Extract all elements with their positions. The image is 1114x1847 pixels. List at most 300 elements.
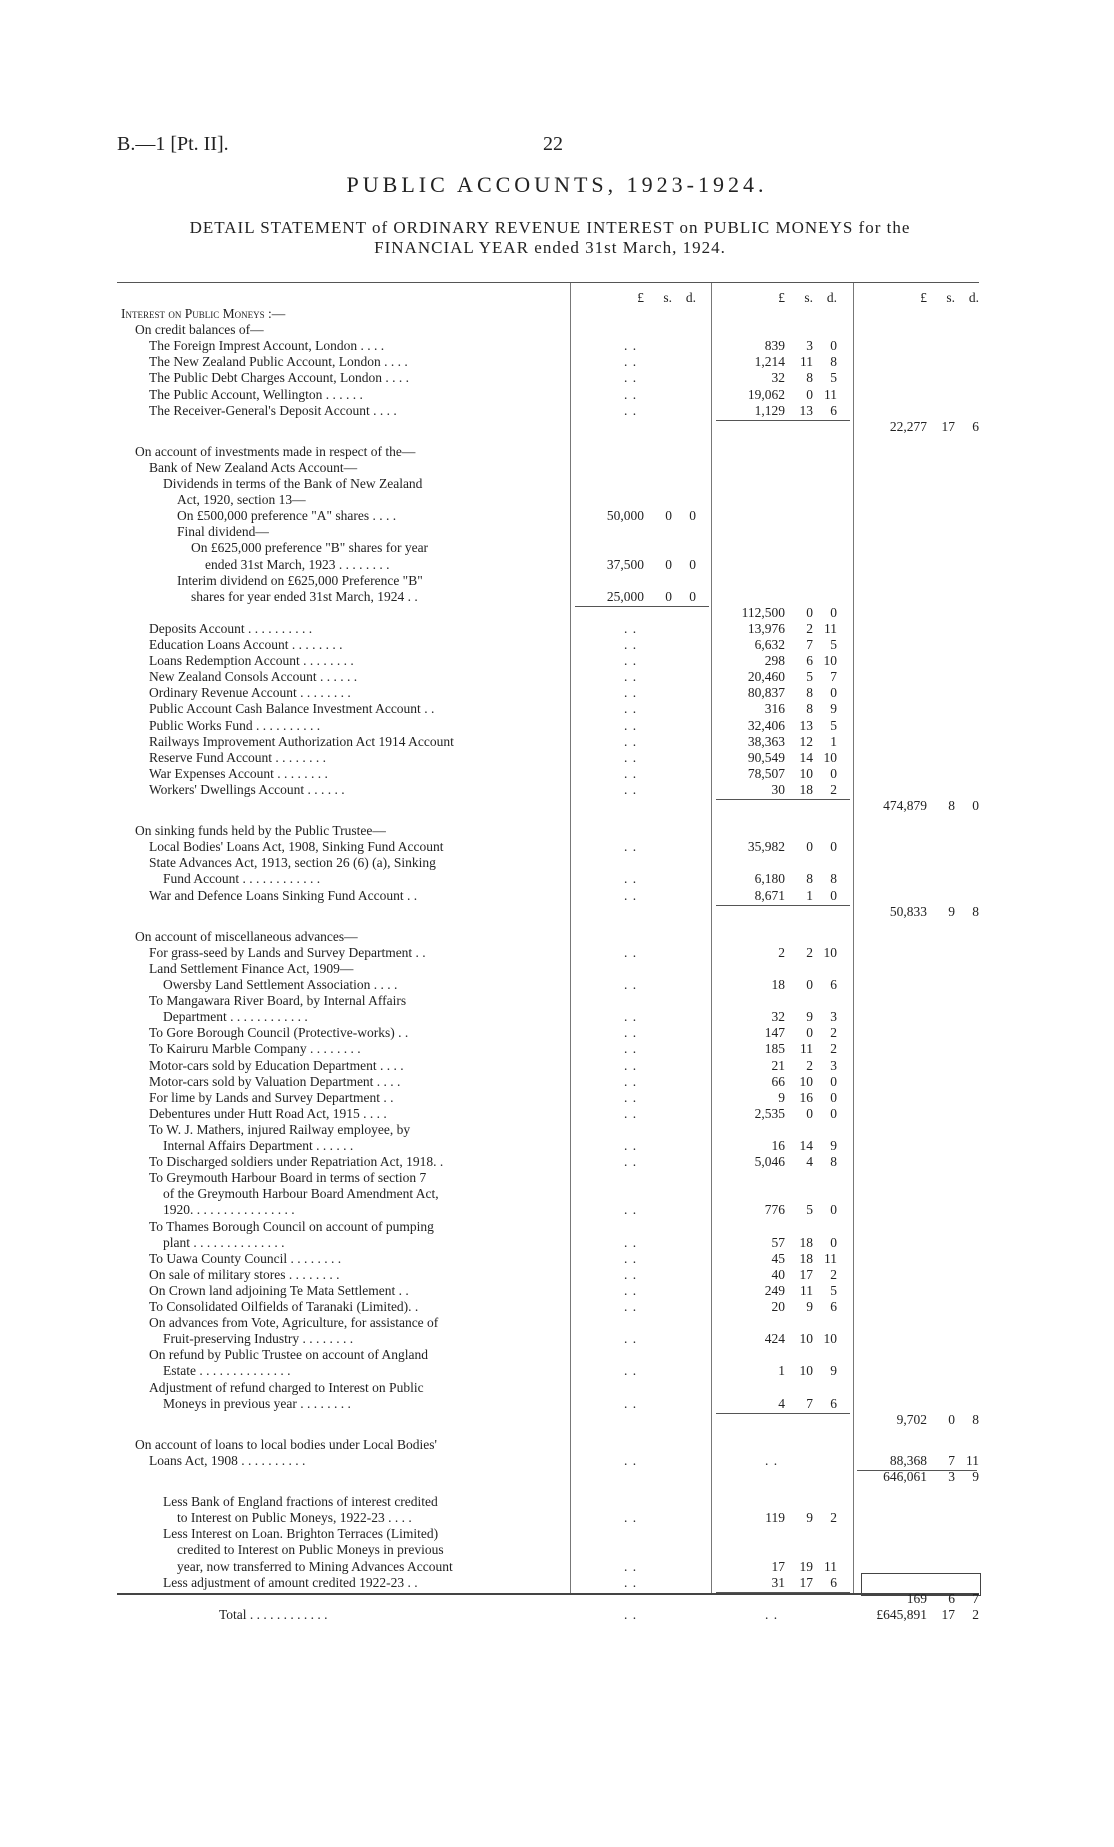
pounds: 147 (764, 1025, 785, 1041)
ledger-row (117, 491, 979, 508)
row-label: The Public Debt Charges Account, London . . . . (149, 370, 409, 386)
shillings: 0 (665, 556, 672, 572)
ledger-row: Motor-cars sold by Education Department . . . . 21 2 3 . . (149, 1057, 837, 1073)
pence: 11 (824, 1250, 837, 1266)
pence: 0 (830, 1202, 837, 1218)
pence: 10 (823, 1331, 837, 1347)
pence: 2 (830, 1510, 837, 1526)
pence: 11 (824, 620, 837, 636)
ledger-row: Fund Account . . . . . . . . . . . . 6,180 8 8 . . (163, 871, 837, 887)
ledger-row: Motor-cars sold by Valuation Department . . . . 66 10 0 . . (149, 1073, 837, 1089)
ledger-row: Internal Affairs Department . . . . . . 16 14 9 . . (163, 1138, 837, 1153)
ledger-row (117, 588, 979, 605)
ledger-row (117, 797, 979, 814)
ledger-row (117, 523, 979, 540)
pounds: 16 (771, 1138, 785, 1153)
row-label: To Uawa County Council . . . . . . . . (149, 1250, 342, 1266)
pence: 0 (830, 685, 837, 701)
pounds: 839 (764, 338, 785, 354)
pence: 2 (972, 1606, 979, 1622)
row-label: Interim dividend on £625,000 Preference "B" (177, 572, 423, 588)
pounds: 35,982 (747, 839, 785, 855)
pence: 0 (830, 887, 837, 903)
ledger-row (117, 459, 979, 476)
ledger-row (117, 321, 979, 338)
ledger-row: Deposits Account . . . . . . . . . . 13,976 2 11 . . (149, 620, 837, 636)
pence: 8 (972, 903, 979, 919)
shillings: 18 (799, 781, 813, 797)
row-label: Land Settlement Finance Act, 1909— (149, 960, 354, 976)
pence: 9 (830, 1363, 837, 1379)
pounds: 316 (764, 701, 785, 717)
pence: 0 (830, 338, 837, 354)
shillings: 17 (799, 1266, 813, 1282)
row-label: Workers' Dwellings Account . . . . . . (149, 781, 345, 797)
row-label: to Interest on Public Moneys, 1922-23 . . . . (177, 1510, 412, 1526)
pounds: 17 (771, 1558, 785, 1574)
ledger-row: Total . . . . . . . . . . . . £645,891 17 2 . . . . (219, 1606, 979, 1622)
row-label: plant . . . . . . . . . . . . . . (163, 1234, 285, 1250)
row-label: To Discharged soldiers under Repatriation Act, 1918. . (149, 1154, 444, 1170)
shillings: 18 (799, 1250, 813, 1266)
ledger-row: Workers' Dwellings Account . . . . . . 30 18 2 . . (149, 781, 837, 797)
ledger-row (117, 1493, 979, 1510)
row-label: ended 31st March, 1923 . . . . . . . . (205, 556, 390, 572)
section-heading (117, 305, 979, 322)
shillings: 17 (941, 418, 955, 434)
pence: 2 (830, 1266, 837, 1282)
pence: 5 (830, 370, 837, 386)
row-label: On credit balances of— (135, 322, 264, 338)
pounds: 20,460 (747, 669, 785, 685)
row-label: Motor-cars sold by Education Department . . . . (149, 1057, 404, 1073)
pence: 2 (830, 1025, 837, 1041)
shillings: 2 (806, 1057, 813, 1073)
shillings: 7 (806, 637, 813, 652)
ledger-row: Debentures under Hutt Road Act, 1915 . . . . 2,535 0 0 . . (149, 1105, 837, 1121)
shillings: 10 (799, 1073, 813, 1089)
ledger-row (117, 854, 979, 871)
ledger-row (117, 1121, 979, 1138)
pounds: 22,277 (889, 418, 927, 434)
shillings: 18 (799, 1234, 813, 1250)
ledger-row (117, 1169, 979, 1186)
pence: 0 (830, 1089, 837, 1105)
ledger-row (117, 822, 979, 839)
ledger-row: Reserve Fund Account . . . . . . . . 90,549 14 10 . . (149, 749, 837, 765)
shillings: 10 (799, 1363, 813, 1379)
shillings: 11 (800, 354, 813, 370)
row-label: Public Account Cash Balance Investment Account . . (149, 701, 435, 717)
ledger-row: Ordinary Revenue Account . . . . . . . . 80,837 8 0 . . (149, 685, 837, 701)
page-number: 22 (543, 133, 563, 155)
row-label: On sinking funds held by the Public Trustee— (135, 823, 386, 839)
pence: 1 (830, 733, 837, 749)
shillings: 0 (948, 1411, 955, 1427)
pounds: 1 (778, 1363, 785, 1379)
row-label: On account of miscellaneous advances— (135, 928, 358, 944)
subtitle-line-1: DETAIL STATEMENT of ORDINARY REVENUE INTEREST on PUBLIC MONEYS for the (189, 218, 911, 237)
pounds: 185 (764, 1041, 785, 1057)
ledger-row: War Expenses Account . . . . . . . . 78,507 10 0 . . (149, 765, 837, 781)
shillings: 0 (806, 386, 813, 402)
row-label: Bank of New Zealand Acts Account— (149, 459, 358, 475)
ledger-row (117, 556, 979, 573)
ledger-row: Local Bodies' Loans Act, 1908, Sinking Fund Account 35,982 0 0 . . (149, 839, 837, 855)
row-label: On refund by Public Trustee on account of Angland (149, 1347, 428, 1363)
ledger-row (117, 1346, 979, 1363)
pounds: 249 (764, 1282, 785, 1298)
pence: 3 (830, 1009, 837, 1025)
shillings: 9 (948, 903, 955, 919)
ledger-row: War and Defence Loans Sinking Fund Account . . 8,671 1 0 . . (149, 887, 837, 903)
pounds: 18 (771, 977, 785, 992)
pence: 8 (830, 871, 837, 887)
row-label: Moneys in previous year . . . . . . . . (163, 1395, 351, 1411)
shillings: 3 (806, 338, 813, 354)
pounds: 21 (771, 1057, 785, 1073)
pence: 5 (830, 1282, 837, 1298)
row-label: To Kairuru Marble Company . . . . . . . . (149, 1041, 361, 1057)
pounds: 66 (771, 1073, 785, 1089)
row-label: On advances from Vote, Agriculture, for assistance of (149, 1315, 439, 1331)
shillings: 9 (806, 1299, 813, 1314)
pence: 9 (830, 701, 837, 717)
pounds: 19,062 (747, 386, 785, 402)
row-label: of the Greymouth Harbour Board Amendment Act, (163, 1186, 439, 1202)
ledger-row (117, 507, 979, 524)
row-label: On Crown land adjoining Te Mata Settlement . . (149, 1282, 409, 1298)
pounds: 88,368 (889, 1452, 927, 1468)
pence: 0 (830, 1234, 837, 1250)
ledger-row (117, 1411, 979, 1428)
pence: 7 (972, 1590, 979, 1606)
ledger-row (117, 604, 979, 621)
ledger-row: Public Works Fund . . . . . . . . . . 32,406 13 5 . . (149, 717, 837, 733)
ledger-row: Estate . . . . . . . . . . . . . . 1 10 9 . . (163, 1363, 837, 1379)
row-label: For grass-seed by Lands and Survey Department . . (149, 944, 426, 960)
ledger-row: Loans Act, 1908 . . . . . . . . . . 88,368 7 11 . . . . (149, 1452, 979, 1468)
pounds: £645,891 (876, 1606, 927, 1622)
pence: 7 (830, 669, 837, 685)
shillings: 0 (806, 977, 813, 992)
row-label: Deposits Account . . . . . . . . . . (149, 620, 313, 636)
row-label: To Mangawara River Board, by Internal Affairs (149, 993, 407, 1009)
pence: 11 (824, 1558, 837, 1574)
pounds: 45 (771, 1250, 785, 1266)
ledger-row: New Zealand Consols Account . . . . . . 20,460 5 7 . . (149, 669, 837, 685)
pounds: 8,671 (754, 887, 785, 903)
document-reference: B.—1 [Pt. II]. (117, 133, 229, 155)
pounds: 32,406 (747, 717, 785, 733)
row-label: Public Works Fund . . . . . . . . . . (149, 717, 321, 733)
ledger-row: To Discharged soldiers under Repatriation Act, 1918. . 5,046 4 8 . . (149, 1154, 837, 1170)
pounds: 32 (771, 1009, 785, 1025)
ledger-row: Public Account Cash Balance Investment Account . . 316 8 9 . . (149, 701, 837, 717)
pounds: 80,837 (747, 685, 785, 701)
ledger-row (117, 539, 979, 556)
shillings: 0 (806, 604, 813, 620)
shillings: 0 (806, 1105, 813, 1121)
ledger-row (117, 992, 979, 1009)
row-label: To W. J. Mathers, injured Railway employee, by (149, 1121, 411, 1137)
interest-statement-table (117, 282, 979, 1622)
ledger-row (117, 903, 979, 920)
ledger-row (117, 960, 979, 977)
shillings: 6 (806, 653, 813, 669)
row-label: Adjustment of refund charged to Interest on Public (149, 1379, 424, 1395)
shillings: 7 (948, 1452, 955, 1468)
pounds: 112,500 (741, 604, 785, 620)
pounds: 6,180 (754, 871, 785, 887)
row-label: Dividends in terms of the Bank of New Zealand (163, 476, 423, 491)
row-label: Loans Act, 1908 . . . . . . . . . . (149, 1452, 306, 1468)
shillings: 9 (806, 1009, 813, 1025)
row-label: To Gore Borough Council (Protective-works) . . (149, 1025, 409, 1041)
ledger-row: Less adjustment of amount credited 1922-23 . . 31 17 6 . . (163, 1574, 837, 1590)
shillings: 0 (665, 508, 672, 524)
ledger-row: To Consolidated Oilfields of Taranaki (Limited). . 20 9 6 . . (149, 1299, 837, 1314)
ledger-row (117, 1379, 979, 1396)
row-label: The Public Account, Wellington . . . . . . (149, 386, 363, 402)
pence: 2 (830, 781, 837, 797)
row-label: New Zealand Consols Account . . . . . . (149, 669, 358, 685)
pounds: 50,833 (889, 903, 927, 919)
pounds: 20 (771, 1299, 785, 1314)
shillings: 9 (806, 1510, 813, 1526)
pence: 6 (972, 418, 979, 434)
ledger-row (117, 1314, 979, 1331)
pounds: 32 (771, 370, 785, 386)
subtitle-line-2: FINANCIAL YEAR ended 31st March, 1924. (374, 238, 726, 257)
pence: 10 (823, 944, 837, 960)
shillings: 8 (806, 871, 813, 887)
ledger-row (117, 1525, 979, 1542)
pence: 6 (830, 402, 837, 418)
pence: 6 (830, 1574, 837, 1590)
shillings: 14 (799, 749, 813, 765)
pence: 8 (830, 354, 837, 370)
shillings: 8 (948, 798, 955, 813)
pounds: 169 (906, 1590, 927, 1606)
ledger-row: 1920. . . . . . . . . . . . . . . . 776 5 0 . . (163, 1202, 837, 1218)
shillings: 10 (799, 1331, 813, 1347)
row-label: The Receiver-General's Deposit Account . . . . (149, 402, 397, 418)
row-label: 1920. . . . . . . . . . . . . . . . (163, 1202, 295, 1218)
pounds: 6,632 (754, 637, 785, 652)
row-label: Less adjustment of amount credited 1922-23 . . (163, 1574, 418, 1590)
row-label: To Consolidated Oilfields of Taranaki (Limited). . (149, 1299, 419, 1314)
row-label: Department . . . . . . . . . . . . (163, 1009, 308, 1025)
row-label: Owersby Land Settlement Association . . . . (163, 977, 398, 992)
shillings: 14 (799, 1138, 813, 1153)
row-label: Motor-cars sold by Valuation Department . . . . (149, 1073, 401, 1089)
pence: 9 (830, 1138, 837, 1153)
pence: 2 (830, 1041, 837, 1057)
shillings: 11 (800, 1041, 813, 1057)
ledger-row: The Public Account, Wellington . . . . . . 19,062 0 11 . . (149, 386, 837, 402)
row-label: On account of investments made in respect of the— (135, 443, 416, 459)
shillings: 11 (800, 1282, 813, 1298)
pence: 10 (823, 749, 837, 765)
pounds: 40 (771, 1266, 785, 1282)
pounds: 4 (778, 1395, 785, 1411)
ledger-row (117, 1590, 979, 1607)
pounds: 30 (771, 781, 785, 797)
row-label: shares for year ended 31st March, 1924 . . (191, 588, 418, 604)
row-label: On sale of military stores . . . . . . . . (149, 1266, 340, 1282)
pence: 6 (830, 977, 837, 992)
pence: 11 (966, 1452, 979, 1468)
ledger-row (117, 1218, 979, 1235)
pence: 0 (689, 508, 696, 524)
row-label: On £500,000 preference "A" shares . . . . (177, 508, 397, 524)
ledger-row: The New Zealand Public Account, London . . . . 1,214 11 8 . . (149, 354, 837, 370)
pounds: 424 (764, 1331, 785, 1347)
subtitle (100, 218, 1000, 258)
row-label: On £625,000 preference "B" shares for year (191, 540, 429, 556)
pounds: 90,549 (747, 749, 785, 765)
ledger-row: The Public Debt Charges Account, London . . . . 32 8 5 . . (149, 370, 837, 386)
row-label: Education Loans Account . . . . . . . . (149, 637, 343, 652)
row-label: Loans Redemption Account . . . . . . . . (149, 653, 354, 669)
shillings: 7 (806, 1395, 813, 1411)
ledger-row: Loans Redemption Account . . . . . . . . 298 6 10 . . (149, 653, 837, 669)
pounds: 31 (771, 1574, 785, 1590)
pence: 8 (830, 1154, 837, 1170)
row-label: year, now transferred to Mining Advances Account (177, 1558, 453, 1574)
pounds: 298 (764, 653, 785, 669)
pounds: 78,507 (747, 765, 785, 781)
ledger-row (117, 1541, 979, 1558)
pence: 0 (689, 588, 696, 604)
shillings: 2 (806, 944, 813, 960)
row-label: Fruit-preserving Industry . . . . . . . . (163, 1331, 354, 1347)
ledger-row: Education Loans Account . . . . . . . . 6,632 7 5 . . (149, 637, 837, 652)
row-label: On account of loans to local bodies under Local Bodies' (135, 1436, 437, 1452)
ledger-row: To Gore Borough Council (Protective-works) . . 147 0 2 . . (149, 1025, 837, 1041)
shillings: 10 (799, 765, 813, 781)
ledger-row: On sale of military stores . . . . . . . . 40 17 2 . . (149, 1266, 837, 1282)
shillings: 5 (806, 1202, 813, 1218)
shillings: 17 (941, 1606, 955, 1622)
ledger-row (117, 418, 979, 435)
pounds: 776 (764, 1202, 785, 1218)
row-label: Ordinary Revenue Account . . . . . . . . (149, 685, 351, 701)
pounds: 50,000 (606, 508, 644, 524)
ledger-row (117, 572, 979, 589)
pounds: 2 (778, 944, 785, 960)
pounds: 119 (765, 1510, 785, 1526)
ledger-row: To Kairuru Marble Company . . . . . . . . 185 11 2 . . (149, 1041, 837, 1057)
pence: 0 (830, 839, 837, 855)
pounds: 474,879 (883, 798, 927, 813)
ledger-row: Moneys in previous year . . . . . . . . 4 7 6 . . (163, 1395, 837, 1411)
ledger-row: To Uawa County Council . . . . . . . . 45 18 11 . . (149, 1250, 837, 1266)
shillings: 13 (799, 717, 813, 733)
pounds: 9,702 (896, 1411, 927, 1427)
pence: 0 (830, 604, 837, 620)
row-label: To Thames Borough Council on account of pumping (149, 1218, 434, 1234)
pence: 6 (830, 1299, 837, 1314)
ledger-row (117, 443, 979, 460)
ledger-row: On Crown land adjoining Te Mata Settlement . . 249 11 5 . . (149, 1282, 837, 1298)
row-label: Debentures under Hutt Road Act, 1915 . . . . (149, 1105, 387, 1121)
row-label: To Greymouth Harbour Board in terms of section 7 (149, 1170, 427, 1186)
shillings: 0 (665, 588, 672, 604)
shillings: 12 (799, 733, 813, 749)
pounds: 1,214 (754, 354, 785, 370)
ledger-row: Railways Improvement Authorization Act 1914 Account 38,363 12 1 . . (149, 733, 837, 749)
row-label: War and Defence Loans Sinking Fund Account . . (149, 887, 418, 903)
pence: 0 (830, 1105, 837, 1121)
page-title: PUBLIC ACCOUNTS, 1923-1924. (346, 172, 768, 197)
shillings: 2 (806, 620, 813, 636)
pence: 8 (972, 1411, 979, 1427)
pounds: 2,535 (754, 1105, 785, 1121)
pence: 11 (824, 386, 837, 402)
pence: 6 (830, 1395, 837, 1411)
row-label: Less Interest on Loan. Brighton Terraces (Limited) (163, 1526, 439, 1542)
shillings: 0 (806, 839, 813, 855)
pounds: 25,000 (606, 588, 644, 604)
pence: 5 (830, 637, 837, 652)
row-label: Less Bank of England fractions of interest credited (163, 1494, 438, 1510)
pence: 9 (972, 1469, 979, 1484)
shillings: 8 (806, 685, 813, 701)
shillings: 5 (806, 669, 813, 685)
shillings: 8 (806, 701, 813, 717)
pence: 0 (689, 556, 696, 572)
row-label: Local Bodies' Loans Act, 1908, Sinking Fund Account (149, 839, 444, 855)
shillings: 4 (806, 1154, 813, 1170)
ledger-row: For grass-seed by Lands and Survey Department . . 2 2 10 . . (149, 944, 837, 960)
row-label: The New Zealand Public Account, London . . . . (149, 354, 408, 370)
row-label: Interest on Public Moneys :— (121, 306, 286, 321)
pounds: 646,061 (883, 1469, 927, 1484)
ledger-row: Owersby Land Settlement Association . . . . 18 0 6 . . (163, 977, 837, 992)
row-label: Fund Account . . . . . . . . . . . . (163, 871, 321, 887)
row-label: War Expenses Account . . . . . . . . (149, 765, 328, 781)
column-header-row: £ s. d. £ s. d. £ s. d. (637, 290, 979, 305)
ledger-row (117, 1468, 979, 1485)
pence: 0 (972, 798, 979, 813)
row-label: Railways Improvement Authorization Act 1914 Account (149, 733, 454, 749)
shillings: 19 (799, 1558, 813, 1574)
shillings: 0 (806, 1025, 813, 1041)
shillings: 1 (806, 887, 813, 903)
pence: 3 (830, 1057, 837, 1073)
shillings: 17 (799, 1574, 813, 1590)
ledger-row: year, now transferred to Mining Advances Account 17 19 11 . . (177, 1558, 837, 1574)
shillings: 6 (948, 1590, 955, 1606)
row-label: State Advances Act, 1913, section 26 (6) (a), Sinking (149, 855, 436, 871)
pounds: 5,046 (754, 1154, 785, 1170)
row-label: Estate . . . . . . . . . . . . . . (163, 1363, 291, 1379)
pounds: 13,976 (747, 620, 785, 636)
pounds: 1,129 (754, 402, 785, 418)
ledger-row: Fruit-preserving Industry . . . . . . . . 424 10 10 . . (163, 1331, 837, 1347)
row-label: The Foreign Imprest Account, London . . . . (149, 338, 385, 354)
ledger-row: to Interest on Public Moneys, 1922-23 . . . . 119 9 2 . . (177, 1510, 837, 1526)
row-label: For lime by Lands and Survey Department . . (149, 1089, 394, 1105)
row-label: Total . . . . . . . . . . . . (219, 1606, 328, 1622)
pounds: 38,363 (747, 733, 785, 749)
ledger-row (117, 1185, 979, 1202)
pence: 5 (830, 717, 837, 733)
ledger-row: plant . . . . . . . . . . . . . . 57 18 0 . . (163, 1234, 837, 1250)
row-label: Final dividend— (177, 524, 269, 540)
